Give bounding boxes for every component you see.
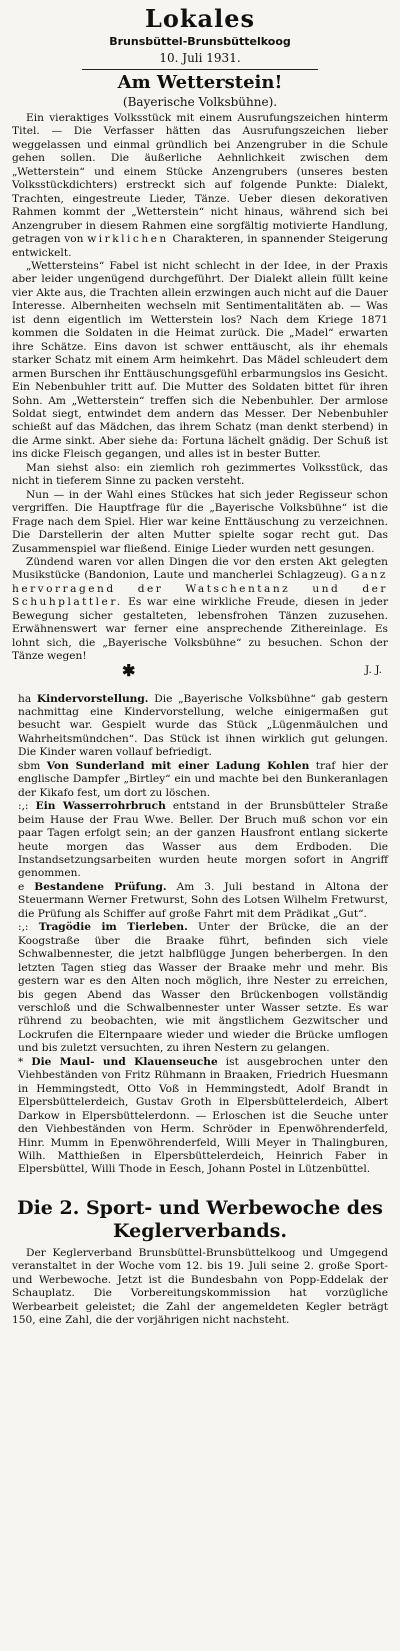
paragraph-text: Es war eine wirkliche Freude, diesen in jeder Bewegung sicher gestalteten, lebensfrohen Tänzen zuzusehen. Erwähnenswert war ferner eine ansprechende Zithereinlage. Es lohnt sich, die „Bayerische Volksbühne“ zu besuchen. Schon der Tänze wegen! [12, 596, 389, 663]
news-headline: Die Maul- und Klauenseuche [31, 1055, 218, 1068]
news-item [12, 760, 388, 800]
masthead [12, 4, 388, 66]
issue-date: 10. Juli 1931. [159, 51, 241, 65]
paragraph-text: Ein vieraktiges Volksstück mit einem Ausrufungszeichen hinterm Titel. — Die Verfasser hätten das Ausrufungszeichen lieber weggelassen und einmal gründlich bei Anzengruber in die Schule gehen sollen. Die äußerliche Aehnlichkeit zwischen dem „Wetterstein“ und einem Stücke Anzengrubers (unseres besten Volksstückdichters) erstreckt sich auf folgende Punkte: Dialekt, Trachten, eingestreute Lieder, Tänze. Ueber diesen dekorativen Rahmen kommt der „Wetterstein“ nicht hinaus, während sich bei Anzengruber in diesem Rahmen eine sorgfältig motivierte Handlung, getragen von [12, 112, 388, 246]
article-subtitle: (Bayerische Volksbühne). [122, 95, 278, 109]
news-headline: Tragödie im Tierleben. [38, 921, 188, 934]
news-prefix: sbm [18, 759, 41, 772]
paragraph: Man siehst also: ein ziemlich roh gezimmertes Volksstück, das nicht in tieferem Sinne zu packen versteht. [12, 461, 388, 488]
news-body: entstand in der Brunsbütteler Straße beim Hause der Frau Wwe. Beller. Der Bruch muß schon vor ein paar Tagen erfolgt sein; an der ganzen Hausfront entlang sickerte heute morgen das Wasser aus dem Erdboden. Die Instandsetzungsarbeiten wurden heute morgen sofort in Angriff genommen. [18, 800, 389, 880]
header-divider [82, 69, 318, 70]
article-title: Am Wetterstein! [117, 72, 283, 93]
news-item [12, 800, 388, 881]
news-body: ist ausgebrochen unter den Viehbeständen von Fritz Rühmann in Braaken, Friedrich Huesmann in Hemmingstedt, Otto Voß in Hemmingstedt, Adolf Brandt in Elpersbüttelerdeich, Gustav Groth in Elpersbüttelerdeich, Albert Darkow in Elpersbüttelerdonn. — Erloschen ist die Seuche unter den Viehbeständen von Herm. Schröder in Epenwöhrenderfeld, Hinr. Mumm in Epenwöhrenderfeld, Willi Meyer in Thalingburen, Wilh. Matthießen in Elpersbüttelerdeich, Heinrich Faber in Elpersbüttel, Willi Thode in Eesch, Johann Postel in Lützenbüttel. [18, 1055, 388, 1176]
news-prefix: ha [18, 692, 32, 705]
separator-star-icon: ✱ [122, 660, 136, 680]
news-body: Unter der Brücke, die an der Koogstraße über die Braake führt, befinden sich viele Schwalbennester, die jetzt halbflügge Jungen beherbergen. In den letzten Tagen stieg das Wasser der Braake mehr und mehr. Bis gestern war es den Alten noch möglich, ihre Nester zu erreichen, bis gegen Abend das Wasser den Brückenbogen vollständig verschloß und die Schwalbennester unter Wasser setzte. Es war rührend zu beobachten, wie mit ängstlichem Gezwitscher und Lockrufen die Elternpaare wieder und wieder die Brücke umflogen und bis zuletzt versuchten, zu ihren Nestern zu gelangen. [18, 921, 388, 1055]
news-prefix: :,: [18, 921, 29, 934]
news-headline: Ein Wasserrohrbruch [35, 800, 166, 813]
news-headline: Von Sunderland mit einer Ladung Kohlen [46, 759, 310, 772]
news-headline: Kindervorstellung. [36, 692, 149, 705]
emphasis-text: Ganz hervorragend der Watschentanz und der Schuhplattler. [12, 569, 388, 609]
paragraph: Nun — in der Wahl eines Stückes hat sich jeder Regisseur schon vergriffen. Die Hauptfrage für die „Bayerische Volksbühne“ ist die Frage nach dem Spiel. Hier war keine Enttäuschung zu verzeichnen. Die Darstellerin der alten Mutter spielte sogar recht gut. Das Zusammenspiel war fließend. Einige Lieder wurden nett gesungen. [12, 488, 388, 555]
paragraph: Der Keglerverband Brunsbüttel-Brunsbüttelkoog und Umgegend veranstaltet in der Woche vom 12. bis 19. Juli seine 2. große Sport- und Werbewoche. Jetzt ist die Bundesbahn von Popp-Eddelak der Schauplatz. Die Vorbereitungskommission hat vorzügliche Werbearbeit geleistet; die Zahl der angemeldeten Kegler beträgt 150, eine Zahl, die der vorjährigen nicht nachsteht. [12, 1246, 388, 1327]
news-body: Am 3. Juli bestand in Altona der Steuermann Werner Fretwurst, Sohn des Lotsen Wilhelm Fretwurst, die Prüfung als Schiffer auf große Fahrt mit dem Prädikat „Gut“. [18, 880, 388, 920]
article-wetterstein [12, 72, 389, 680]
news-prefix: :,: [18, 800, 29, 813]
article-keglerverband [12, 1197, 388, 1328]
section-title: Lokales [145, 4, 255, 33]
news-item [12, 1056, 388, 1177]
emphasis-text: wirklichen [87, 233, 169, 246]
author-signature: J. J. [365, 663, 382, 676]
article-title: Die 2. Sport- und Werbewoche des Keglerverbands. [17, 1196, 383, 1242]
news-item [12, 693, 388, 760]
paragraph [12, 556, 388, 664]
news-prefix: * [18, 1055, 24, 1068]
paragraph: „Wettersteins“ Fabel ist nicht schlecht in der Idee, in der Praxis aber leider ungenügend durchgeführt. Der Dialekt allein füllt keine vier Akte aus, die Trachten allein erzwingen auch nicht auf die Dauer Interesse. Albernheiten wechseln mit Sentimentalitäten ab. — Was ist denn eigentlich im Wetterstein los? Nach dem Kriege 1871 kommen die Soldaten in die Heimat zurück. Die „Madel“ erwarten ihre Schätze. Eins davon ist schwer enttäuscht, als ihr ehemals starker Schatz mit einem Arm heimkehrt. Das Mädel schleudert dem armen Burschen ihr Enttäuschungsgefühl erbarmungslos ins Gesicht. Ein Nebenbuhler tritt auf. Die Mutter des Soldaten bittet für ihren Sohn. Am „Wetterstein“ treffen sich die Nebenbuhler. Der armlose Soldat siegt, entwindet dem andern das Messer. Der Nebenbuhler schießt auf das Mädchen, das ihrem Schatz (man denkt sterbend) in die Arme sinkt. Aber siehe da: Fortuna lächelt gnädig. Der Schuß ist ins dicke Fleisch gegangen, und alles ist in bester Butter. [12, 259, 388, 461]
paragraph-text: Zündend waren vor allen Dingen die vor den ersten Akt gelegten Musikstücke (Bandonion, Laute und mancherlei Schlagzeug). [12, 555, 388, 582]
news-item [12, 881, 388, 921]
news-headline: Bestandene Prüfung. [34, 880, 167, 893]
news-body: traf hier der englische Dampfer „Birtley“ ein und machte bei den Bunkeranlagen der Kikafo fest, um dort zu löschen. [18, 759, 388, 799]
signature-line [12, 660, 388, 680]
paragraph-text: Charakteren, in spannender Steigerung entwickelt. [12, 233, 389, 259]
section-subtitle: Brunsbüttel-Brunsbüttelkoog [109, 35, 291, 48]
news-prefix: e [18, 880, 25, 893]
news-body: Die „Bayerische Volksbühne“ gab gestern nachmittag eine Kindervorstellung, welche einigermaßen gut besucht war. Gespielt wurde das Stück „Lügenmäulchen und Wahrheitsmündchen“. Das Stück ist ihnen wirklich gut gelungen. Die Kinder waren vollauf befriedigt. [18, 692, 388, 759]
paragraph [12, 112, 388, 260]
local-news [12, 693, 388, 1177]
news-item [12, 921, 388, 1056]
